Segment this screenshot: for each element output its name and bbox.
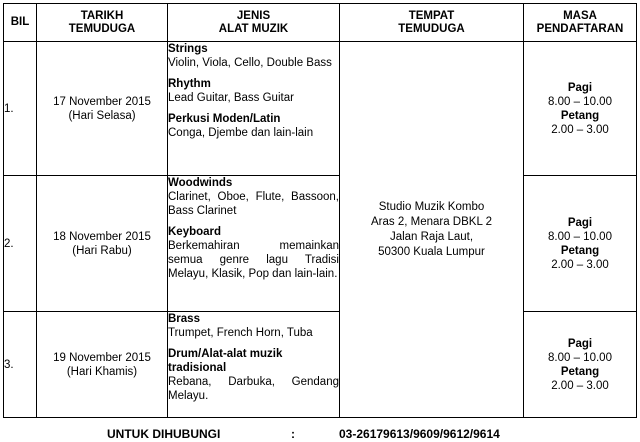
table-row — [4, 312, 637, 418]
registration-time-cell — [524, 176, 637, 312]
row-number: 1. — [4, 42, 37, 176]
header-jenis-alat-muzik: JENIS ALAT MUZIK — [168, 4, 340, 42]
table-row — [4, 176, 637, 312]
instrument-group — [168, 225, 339, 281]
header-tarikh-temuduga: TARIKH TEMUDUGA — [37, 4, 168, 42]
header-masa-pendaftaran: MASA PENDAFTARAN — [524, 4, 637, 42]
instrument-group — [168, 42, 339, 70]
venue-line: Aras 2, Menara DBKL 2 — [370, 215, 493, 228]
interview-date-cell — [37, 176, 168, 312]
interview-date: 19 November 2015 — [53, 351, 151, 364]
contact-phone: 03-26179613/9609/9612/9614 — [339, 427, 500, 441]
contact-separator: : — [291, 427, 295, 441]
interview-schedule-table — [3, 3, 637, 418]
venue-line: Studio Muzik Kombo — [378, 200, 485, 213]
instrument-list: Rebana, Darbuka, Gendang Melayu. — [168, 376, 339, 402]
instrument-group — [168, 347, 339, 403]
table-row — [4, 42, 637, 176]
instrument-list: Conga, Djembe dan lain-lain — [168, 127, 314, 139]
instrument-group-title: Strings — [168, 43, 208, 55]
venue-line: 50300 Kuala Lumpur — [378, 245, 485, 258]
instrument-list: Violin, Viola, Cello, Double Bass — [168, 57, 332, 69]
instrument-group-title: Perkusi Moden/Latin — [168, 113, 281, 125]
morning-label: Pagi — [567, 81, 593, 94]
afternoon-label: Petang — [560, 365, 600, 378]
interview-day: (Hari Khamis) — [66, 365, 138, 378]
interview-day: (Hari Selasa) — [68, 109, 136, 122]
contact-label: UNTUK DIHUBUNGI — [107, 427, 221, 441]
afternoon-time: 2.00 – 3.00 — [551, 123, 609, 136]
contact-footer — [0, 427, 640, 441]
instrument-list: Trumpet, French Horn, Tuba — [168, 327, 313, 339]
morning-time: 8.00 – 10.00 — [548, 351, 612, 364]
registration-time-cell — [524, 312, 637, 418]
instrument-group — [168, 112, 339, 140]
header-tempat-temuduga: TEMPAT TEMUDUGA — [340, 4, 524, 42]
header-row — [4, 4, 637, 42]
instrument-cell — [168, 176, 340, 312]
instrument-group-title: Keyboard — [168, 226, 222, 238]
instrument-cell — [168, 312, 340, 418]
interview-date-cell — [37, 312, 168, 418]
instrument-group-title: Brass — [168, 313, 200, 325]
morning-time: 8.00 – 10.00 — [548, 95, 612, 108]
instrument-list: Lead Guitar, Bass Guitar — [168, 92, 294, 104]
instrument-group — [168, 176, 339, 218]
afternoon-time: 2.00 – 3.00 — [551, 258, 609, 271]
afternoon-label: Petang — [560, 244, 600, 257]
morning-label: Pagi — [567, 216, 593, 229]
interview-date-cell — [37, 42, 168, 176]
afternoon-label: Petang — [560, 109, 600, 122]
instrument-group-title: Woodwinds — [168, 177, 233, 189]
header-bil: BIL — [4, 4, 37, 42]
venue-line: Jalan Raja Laut, — [389, 230, 474, 243]
row-number: 3. — [4, 312, 37, 418]
instrument-group-title: Rhythm — [168, 78, 211, 90]
registration-time-cell — [524, 42, 637, 176]
instrument-list: Berkemahiran memainkan semua genre lagu Tradisi Melayu, Klasik, Pop dan lain-lain. — [168, 240, 339, 280]
morning-time: 8.00 – 10.00 — [548, 230, 612, 243]
venue-cell — [340, 42, 524, 418]
instrument-group — [168, 312, 339, 340]
afternoon-time: 2.00 – 3.00 — [551, 379, 609, 392]
instrument-group — [168, 77, 339, 105]
instrument-list: Clarinet, Oboe, Flute, Bassoon, Bass Clarinet — [168, 191, 339, 217]
morning-label: Pagi — [567, 337, 593, 350]
interview-date: 18 November 2015 — [53, 230, 151, 243]
interview-day: (Hari Rabu) — [72, 244, 132, 257]
row-number: 2. — [4, 176, 37, 312]
instrument-cell — [168, 42, 340, 176]
instrument-group-title: Drum/Alat-alat muzik tradisional — [168, 348, 283, 374]
interview-date: 17 November 2015 — [53, 95, 151, 108]
